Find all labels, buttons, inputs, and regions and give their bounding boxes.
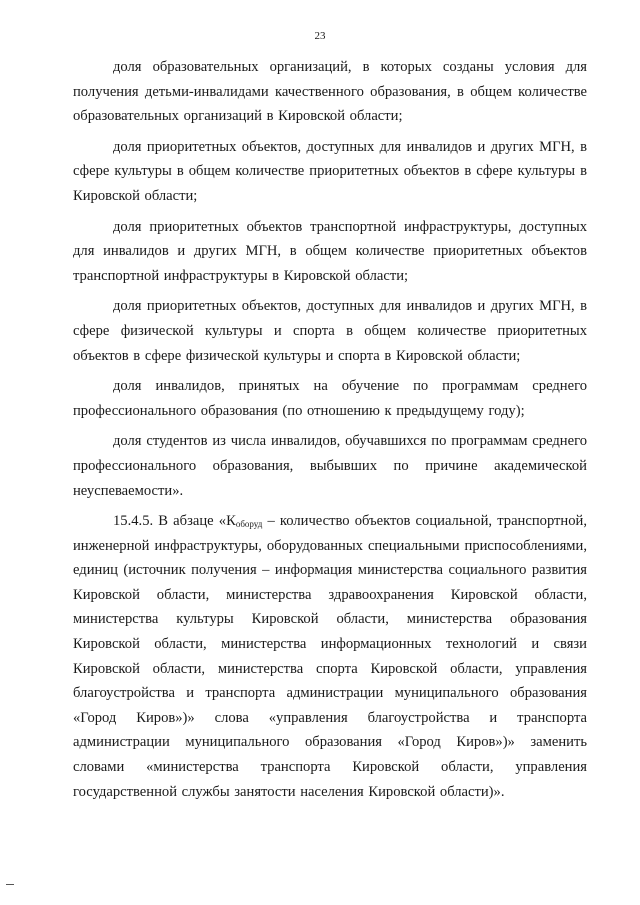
amendment-subscript: оборуд (235, 519, 263, 530)
margin-mark (6, 884, 14, 885)
paragraph-culture-share: доля приоритетных объектов, доступных для инвалидов и других МГН, в сфере культуры в общем количестве приоритетных объектов в сфере культуры в Кировской области; (73, 138, 587, 204)
paragraph-student-dropout: доля студентов из числа инвалидов, обучавшихся по программам среднего профессионального образования, выбывших по причине академической неуспеваемости». (73, 433, 587, 499)
page-number: 23 (314, 30, 326, 42)
amendment-prefix: 15.4.5. В абзаце «К (113, 513, 236, 530)
paragraph-amendment-15-4-5 (73, 509, 587, 804)
amendment-text: – количество объектов социальной, транспортной, инженерной инфраструктуры, оборудованных специальными приспособлениями, единиц (источник получения – информация министерства социального развития Кировской области, министерства здравоохранения Кировской области, министерства культуры Кировской области, министерства образования Кировской области, министерства информационных технологий и связи Кировской области, министерства спорта Кировской области, управления благоустройства и транспорта администрации муниципального образования «Город Киров»)» слова «управления благоустройства и транспорта администрации муниципального образования «Город Киров»)» заменить словами «министерства транспорта Кировской области, управления государственной службы занятости населения Кировской области)». (73, 513, 587, 800)
document-body (73, 55, 587, 810)
paragraph-vocational-admission: доля инвалидов, принятых на обучение по программам среднего профессионального образования (по отношению к предыдущему году); (73, 378, 587, 419)
paragraph-sport-share: доля приоритетных объектов, доступных для инвалидов и других МГН, в сфере физической культуры и спорта в общем количестве приоритетных объектов в сфере физической культуры и спорта в Кировской области; (73, 298, 587, 364)
paragraph-transport-share: доля приоритетных объектов транспортной инфраструктуры, доступных для инвалидов и других МГН, в общем количестве приоритетных объектов транспортной инфраструктуры в Кировской области; (73, 218, 587, 284)
paragraph-education-share: доля образовательных организаций, в которых созданы условия для получения детьми-инвалидами качественного образования, в общем количестве образовательных организаций в Кировской области; (73, 59, 587, 125)
